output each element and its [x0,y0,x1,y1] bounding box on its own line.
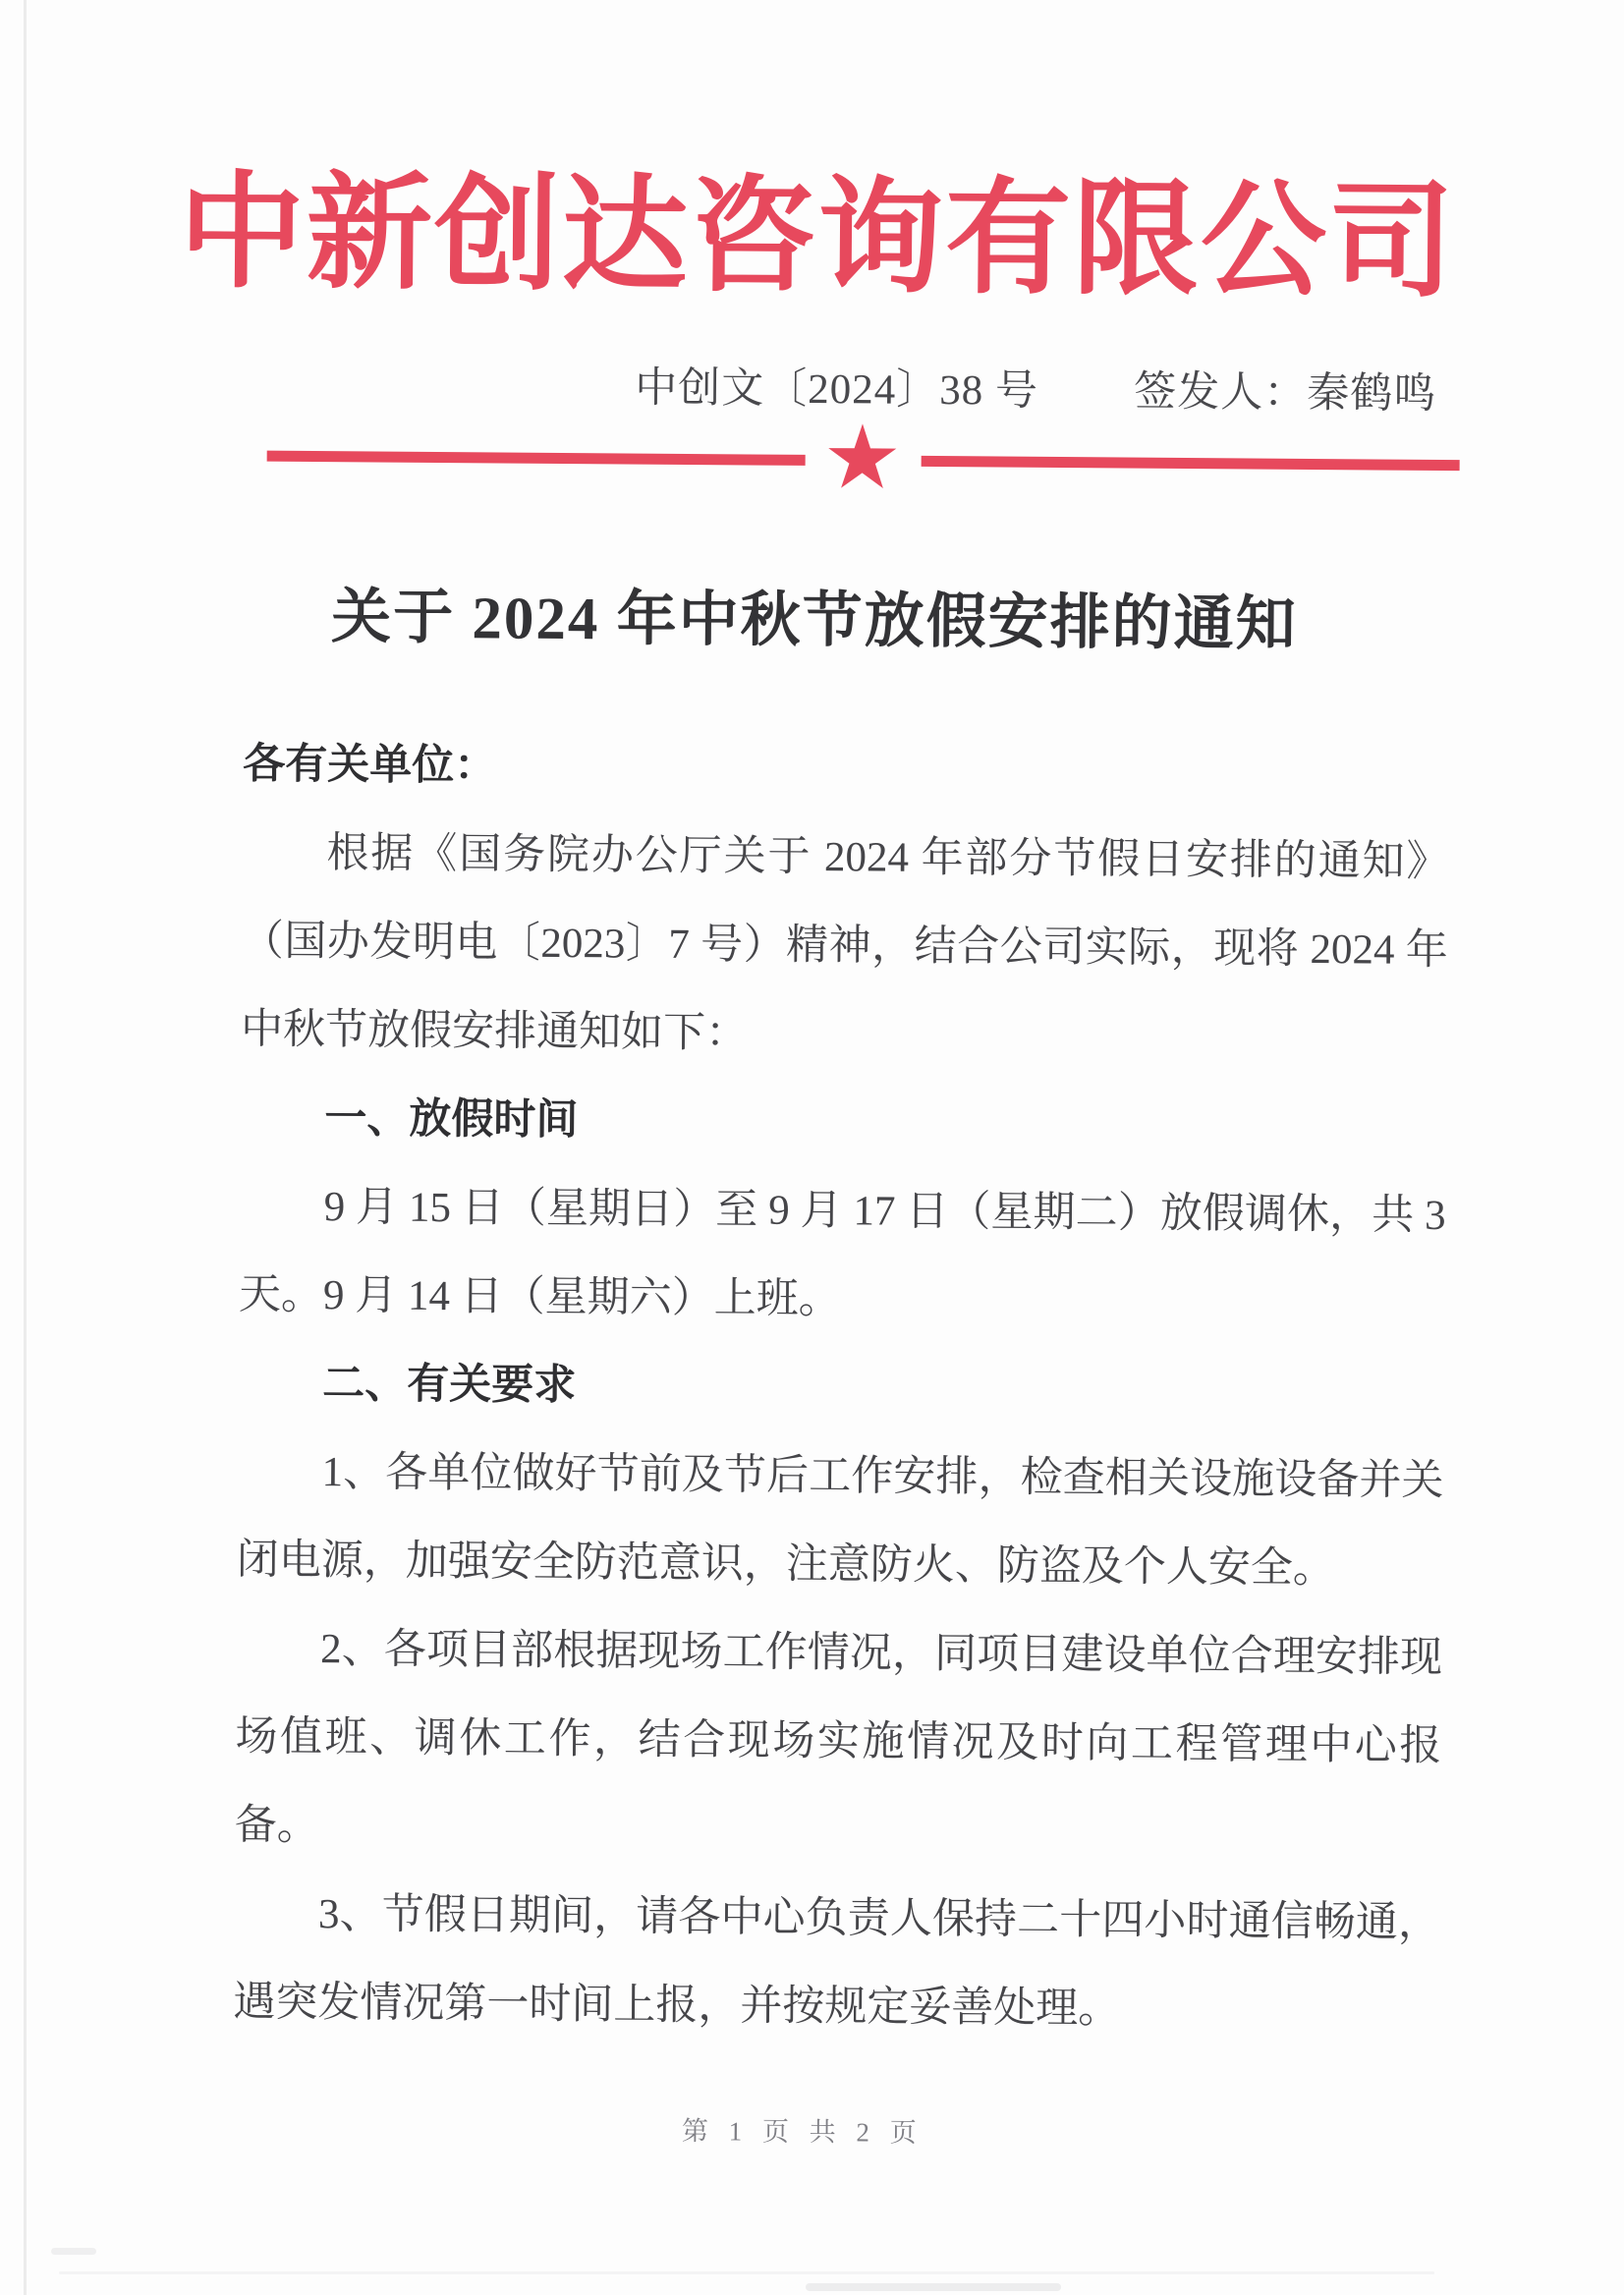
paragraph: 根据《国务院办公厅关于 2024 年部分节假日安排的通知》（国办发明电〔2023〕7 号）精神，结合公司实际，现将 2024 年中秋节放假安排通知如下： [240,830,1449,1057]
document-body [233,720,1450,2056]
paragraph: 2、各项目部根据现场工作情况，同项目建设单位合理安排现场值班、调休工作，结合现场实施情况及时向工程管理中心报备。 [234,1626,1443,1850]
paragraph: 3、节假日期间，请各中心负责人保持二十四小时通信畅通，遇突发情况第一时间上报，并按规定妥善处理。 [233,1891,1441,2033]
salutation: 各有关单位： [243,741,497,790]
red-divider [3,406,1624,548]
doc-info-row [4,350,1624,425]
issuer-name: 签发人：秦鹤鸣 [1134,368,1437,418]
star-icon: ★ [821,406,903,510]
doc-number: 中创文〔2024〕38 号 [635,364,1039,415]
divider-line-right [922,456,1460,471]
section-heading: 二、有关要求 [322,1361,577,1410]
paragraph: 9 月 15 日（星期日）至 9 月 17 日（星期二）放假调休，共 3 天。9 月 14 日（星期六）上班。 [238,1184,1446,1323]
document-title: 关于 2024 年中秋节放假安排的通知 [330,585,1298,658]
company-name: 中新创达咨询有限公司 [178,162,1457,313]
page-number: 第 1 页 共 2 页 [681,2115,924,2148]
section-heading: 一、放假时间 [324,1095,579,1145]
divider-line-left [267,451,806,466]
paragraph: 1、各单位做好节前及节后工作安排，检查相关设施设备并关闭电源，加强安全防范意识，注意防火、防盗及个人安全。 [236,1449,1444,1593]
